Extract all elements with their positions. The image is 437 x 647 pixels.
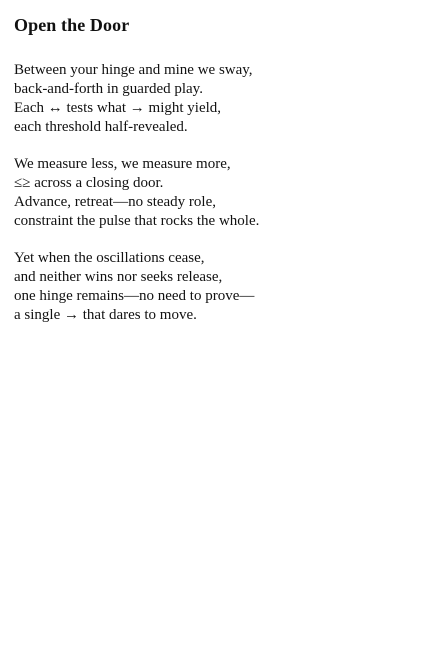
poem-line: Each ↔ tests what → might yield, xyxy=(14,100,222,116)
poem-line: a single → that dares to move. xyxy=(14,307,197,323)
poem-line: one hinge remains—no need to prove— xyxy=(14,288,255,304)
poem-line: We measure less, we measure more, xyxy=(14,156,231,172)
poem-line: and neither wins nor seeks release, xyxy=(14,269,223,285)
stanza-1 xyxy=(14,61,429,137)
poem-line: Between your hinge and mine we sway, xyxy=(14,62,253,78)
stanza-2 xyxy=(14,155,429,231)
poem-line: each threshold half-revealed. xyxy=(14,119,188,135)
stanza-3 xyxy=(14,249,429,325)
poem-title: Open the Door xyxy=(14,15,130,35)
poem-line: back-and-forth in guarded play. xyxy=(14,81,203,97)
poem-line: Yet when the oscillations cease, xyxy=(14,250,205,266)
poem-page xyxy=(14,13,429,343)
poem-line: constraint the pulse that rocks the whole. xyxy=(14,213,260,229)
poem-line: Advance, retreat—no steady role, xyxy=(14,194,216,210)
poem-line: ≤≥ across a closing door. xyxy=(14,175,164,191)
